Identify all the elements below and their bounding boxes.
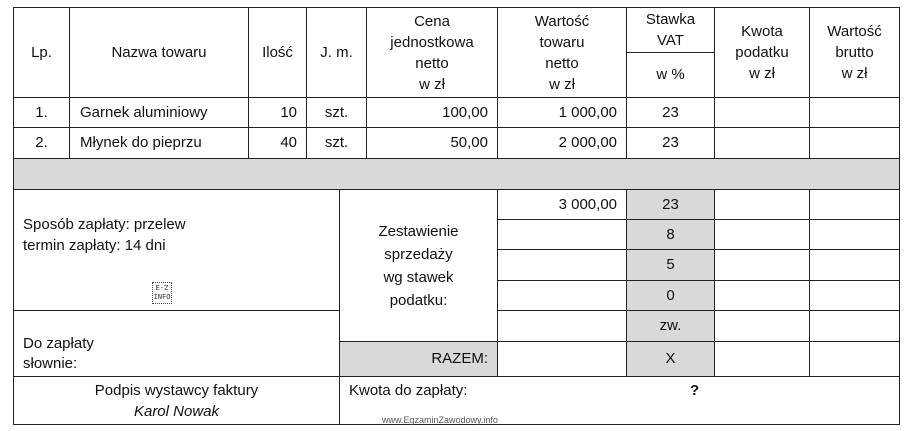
info-tag-icon: E-Z INFO [152, 282, 172, 304]
header-net-value: Wartość towaru netto w zł [497, 7, 627, 98]
summary-gross-exempt [809, 310, 900, 342]
header-lp: Lp. [13, 7, 70, 98]
payment-method: Sposób zapłaty: przelew [23, 216, 186, 233]
payment-info [13, 189, 340, 311]
header-gross-value: Wartość brutto w zł [809, 7, 900, 98]
row1-unit-price: 100,00 [366, 97, 498, 128]
summary-gross-23 [809, 189, 900, 220]
total-gross [809, 341, 900, 377]
header-qty: Ilość [248, 7, 307, 98]
row2-lp: 2. [13, 127, 70, 159]
amount-due-label: Kwota do zapłaty: [349, 382, 468, 399]
summary-gross-0 [809, 280, 900, 311]
summary-rate-23: 23 [626, 189, 715, 220]
summary-net-8 [497, 219, 627, 250]
total-label: RAZEM: [339, 341, 498, 377]
invoice-table [13, 7, 900, 425]
total-rate: X [626, 341, 715, 377]
summary-tax-8 [714, 219, 810, 250]
row2-qty: 40 [248, 127, 307, 159]
summary-net-0 [497, 280, 627, 311]
row2-vat-rate: 23 [626, 127, 715, 159]
watermark: www.EgzaminZawodowy.info [382, 415, 498, 425]
header-tax-amount: Kwota podatku w zł [714, 7, 810, 98]
row2-net-value: 2 000,00 [497, 127, 627, 159]
row1-qty: 10 [248, 97, 307, 128]
row2-gross-value [809, 127, 900, 159]
separator-row [13, 158, 900, 190]
signature-block [13, 376, 340, 425]
row1-gross-value [809, 97, 900, 128]
summary-rate-0: 0 [626, 280, 715, 311]
signature-label: Podpis wystawcy faktury [94, 381, 259, 399]
header-unit-price: Cena jednostkowa netto w zł [366, 7, 498, 98]
summary-net-5 [497, 249, 627, 281]
header-vat-rate-unit: w % [626, 52, 715, 98]
signature-name: Karol Nowak [133, 402, 220, 420]
row1-name: Garnek aluminiowy [69, 97, 249, 128]
summary-rate-exempt: zw. [626, 310, 715, 342]
row1-lp: 1. [13, 97, 70, 128]
summary-gross-5 [809, 249, 900, 281]
amount-due-value: ? [690, 382, 700, 399]
summary-rate-5: 5 [626, 249, 715, 281]
total-net [497, 341, 627, 377]
header-unit: J. m. [306, 7, 367, 98]
row1-unit: szt. [306, 97, 367, 128]
in-words: Do zapłaty słownie: [13, 310, 340, 377]
summary-gross-8 [809, 219, 900, 250]
total-tax [714, 341, 810, 377]
row2-tax-amount [714, 127, 810, 159]
summary-net-23: 3 000,00 [497, 189, 627, 220]
summary-label: Zestawienie sprzedaży wg stawek podatku: [339, 189, 498, 342]
summary-tax-5 [714, 249, 810, 281]
summary-tax-23 [714, 189, 810, 220]
row1-net-value: 1 000,00 [497, 97, 627, 128]
payment-due: termin zapłaty: 14 dni [23, 237, 166, 254]
summary-tax-exempt [714, 310, 810, 342]
header-name: Nazwa towaru [69, 7, 249, 98]
row1-tax-amount [714, 97, 810, 128]
header-vat-rate: Stawka VAT [626, 7, 715, 53]
row2-unit: szt. [306, 127, 367, 159]
row2-name: Młynek do pieprzu [69, 127, 249, 159]
row2-unit-price: 50,00 [366, 127, 498, 159]
row1-vat-rate: 23 [626, 97, 715, 128]
summary-tax-0 [714, 280, 810, 311]
summary-rate-8: 8 [626, 219, 715, 250]
summary-net-exempt [497, 310, 627, 342]
